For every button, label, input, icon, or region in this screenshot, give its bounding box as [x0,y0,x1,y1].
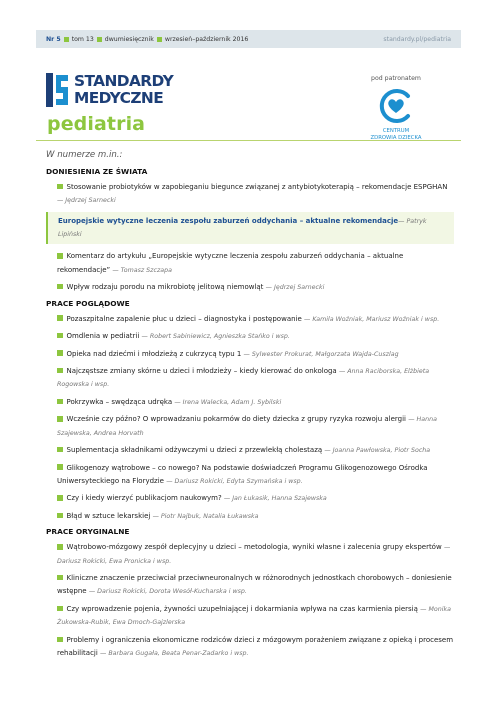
bullet-square-icon [57,637,63,643]
article-authors: — Monika Żukowska-Rubik, Ewa Dmoch-Gajzlerska [57,605,451,627]
article-title: Czy i kiedy wierzyć publikacjom naukowym? [66,494,222,503]
article-title: Europejskie wytyczne leczenia zespołu zaburzeń oddychania – aktualne rekomendacje [58,216,399,225]
article-authors: — Joanna Pawłowska, Piotr Socha [324,447,431,455]
article-title: Suplementacja składnikami odżywczymi u dzieci z przewlekłą cholestazą [66,446,323,455]
article-title: Wpływ rodzaju porodu na mikrobiotę jelitową niemowląt [66,283,264,292]
bullet-square-icon [57,606,63,612]
bullet-square-icon [57,253,63,259]
bullet-square-icon [57,184,63,190]
article-title: Wątrobowo-mózgowy zespół deplecyjny u dzieci – metodologia, wyniki własne i zalecenia grupy ekspertów [66,543,442,552]
article-authors: — Anna Raciborska, Elżbieta Rogowska i wsp. [57,368,430,389]
article-authors: — Piotr Najbuk, Natalia Łukawska [152,512,259,520]
article-item[interactable] [46,462,454,489]
standardy-medyczne-logo [46,73,201,109]
article-authors: — Barbara Gugała, Beata Penar-Zadarko i wsp. [100,650,249,658]
bullet-square-icon [57,333,63,339]
bullet-square-icon [57,315,63,321]
article-item[interactable] [46,281,454,294]
article-item[interactable] [46,348,454,361]
article-title: Kliniczne znaczenie przeciwciał przeciwneuronalnych w różnorodnych jednostkach chorobowych – doniesienie wstępne [57,574,452,596]
intro-text: W numerze m.in.: [46,150,123,160]
bullet-square-icon [57,495,63,501]
article-authors: — Hanna Szajewska, Andrea Horvath [57,416,437,437]
article-title: Wcześnie czy późno? O wprowadzaniu pokarmów do diety dziecka z grupy ryzyka rozwoju alergii [66,415,406,424]
article-item[interactable] [46,510,454,523]
article-title: Omdlenia w pediatrii [66,332,140,341]
article-item[interactable] [46,572,454,599]
article-item[interactable] [46,634,454,661]
bullet-square-icon [57,399,63,405]
article-authors: — Patryk Lipiński [58,217,427,239]
logo-line-2: MEDYCZNE [74,88,164,107]
article-title: Problemy i ograniczenia ekonomiczne rodziców dzieci z mózgowym porażeniem związane z opieką i procesem rehabilitacji [57,635,454,658]
bullet-square-icon [57,544,63,550]
patronage-label: pod patronatem [371,75,421,82]
article-authors: — Dariusz Rokicki, Edyta Szymańska i wsp. [166,477,303,485]
article-authors: — Jędrzej Sarnecki [265,284,325,292]
article-title: Stosowanie probiotyków w zapobieganiu biegunce związanej z antybiotykoterapią – rekomendacje ESPGHAN [66,183,448,191]
article-item[interactable] [46,396,454,409]
article-title: Pozaszpitalne zapalenie płuc u dzieci – diagnostyka i postępowanie [66,314,302,323]
article-authors: — Sylwester Prokurat, Małgorzata Wajda-Cuszlag [243,350,399,358]
article-item[interactable] [46,444,454,457]
bullet-square-icon [57,575,63,581]
bullet-square-icon [157,37,162,42]
article-authors: — Dariusz Rokicki, Ewa Pronicka i wsp. [57,544,451,565]
frequency: dwumiesięcznik [104,35,154,43]
article-authors: — Robert Sabiniewicz, Agnieszka Stańko i wsp. [141,333,290,341]
article-item[interactable] [46,413,454,440]
bullet-square-icon [57,368,63,374]
bullet-square-icon [57,447,63,453]
article-authors: — Jan Łukasik, Hanna Szajewska [223,495,327,503]
section-heading: DONIESIENIA ZE ŚWIATA [46,167,148,176]
article-title: Błąd w sztuce lekarskiej [66,511,151,520]
article-title: Najczęstsze zmiany skórne u dzieci i młodzieży – kiedy kierować do onkologa [66,367,337,376]
table-of-contents [46,167,454,665]
article-authors: — Jędrzej Sarnecki [57,197,116,205]
journal-subtitle: pediatria [47,113,146,135]
bullet-square-icon [57,416,63,422]
journal-url[interactable]: standardy.pl/pediatria [383,35,451,43]
article-authors: — Irena Walecka, Adam J. Sybilski [174,398,282,406]
issue-date: wrzesień–październik 2016 [164,35,249,43]
article-item[interactable] [46,250,454,277]
section-heading: PRACE POGLĄDOWE [46,298,130,308]
article-item[interactable] [46,365,454,392]
bullet-square-icon [57,513,63,519]
article-item[interactable] [46,541,454,568]
article-authors: — Dariusz Rokicki, Dorota Wesół-Kucharska i wsp. [88,588,247,596]
patron-org-line-2: ZDROWIA DZIECKA [370,135,422,141]
article-item[interactable] [46,492,454,505]
volume: tom 13 [71,35,94,43]
article-item[interactable] [46,330,454,343]
article-title: Opieka nad dziećmi i młodzieżą z cukrzycą typu 1 [66,349,242,358]
article-authors: — Kamila Woźniak, Mariusz Woźniak i wsp. [304,315,440,323]
article-title: Glikogenozy wątrobowe – co nowego? Na podstawie doświadczeń Programu Glikogenozowego Ośrodka Uniwersyteckiego na Florydzie [57,463,428,485]
bullet-square-icon [97,37,102,42]
article-item[interactable] [46,313,454,326]
logo-mark-icon [46,73,70,107]
bullet-square-icon [57,464,63,470]
heart-c-icon [378,88,414,124]
logo-line-1: STANDARDY [74,72,174,90]
patronage-block [348,75,444,142]
section-heading: PRACE ORYGINALNE [46,527,130,537]
article-authors: — Tomasz Szczapa [112,266,172,274]
logo-wordmark [74,73,173,106]
featured-article[interactable] [46,212,454,245]
bullet-square-icon [57,284,63,290]
bullet-square-icon [64,37,69,42]
article-title: Pokrzywka – swędząca udręka [66,397,173,406]
article-item[interactable] [46,181,454,208]
article-title: Komentarz do artykułu „Europejskie wytyczne leczenia zespołu zaburzeń oddychania – aktualne rekomendacje” [57,252,404,274]
issue-number: Nr 5 [46,35,61,43]
article-title: Czy wprowadzenie pojenia, żywności uzupełniającej i dokarmiania wpływa na czas karmienia piersią [66,604,418,613]
patron-org-line-1: CENTRUM [382,128,410,134]
article-item[interactable] [46,603,454,630]
bullet-square-icon [57,350,63,356]
issue-bar [36,30,461,48]
